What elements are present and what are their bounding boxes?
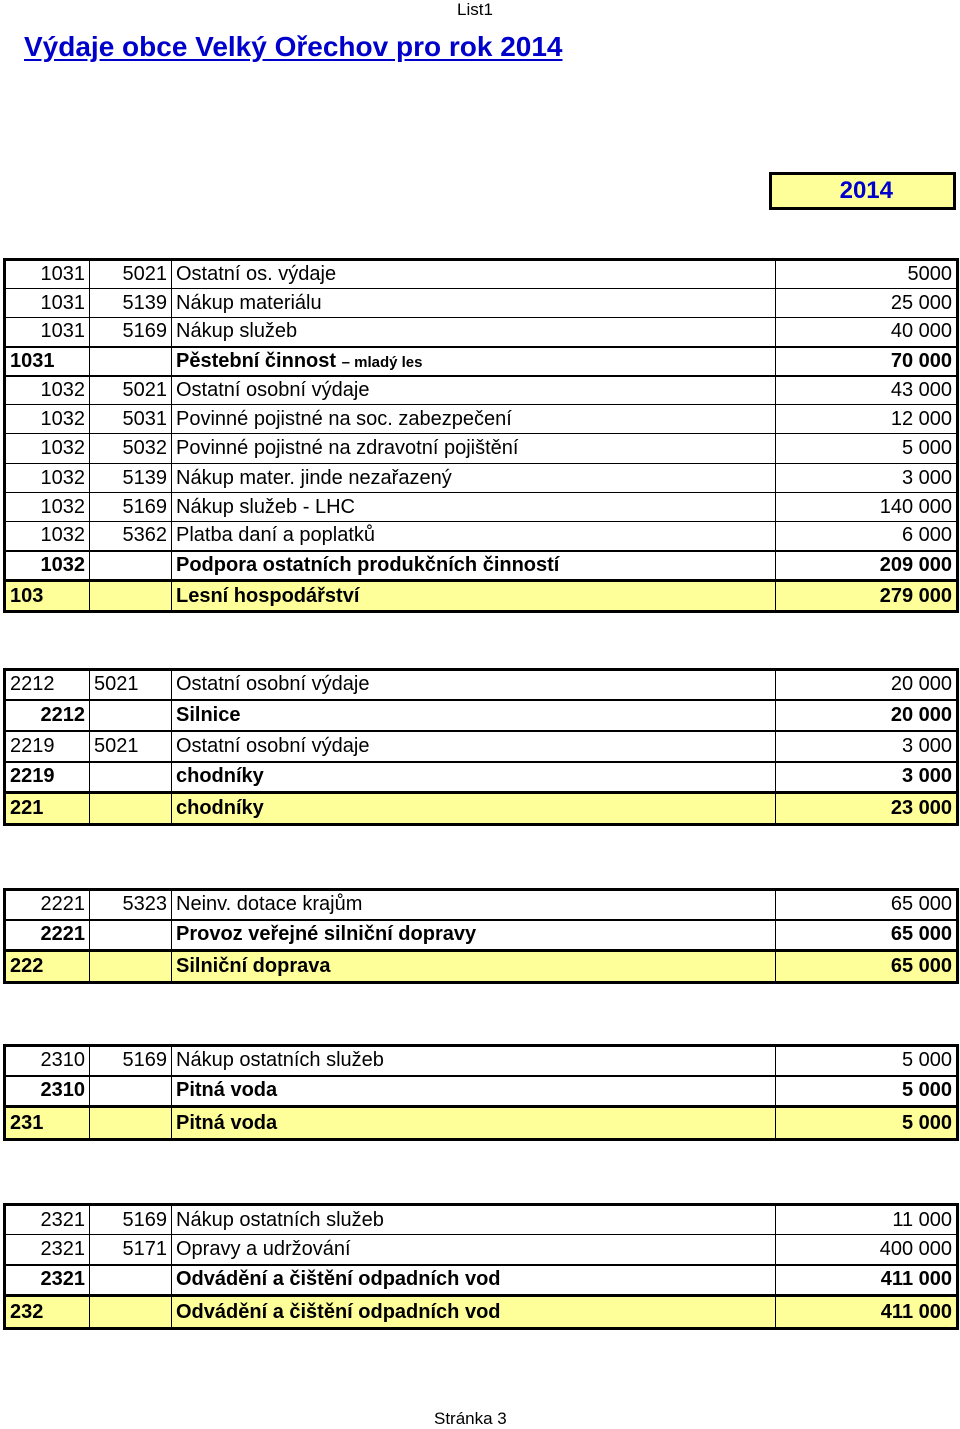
description-cell: Nákup služeb: [172, 318, 776, 347]
description-text: Pěstební činnost: [176, 349, 337, 372]
description-cell: Silnice: [172, 700, 776, 731]
table-row: [5, 1235, 958, 1265]
description-cell: Ostatní osobní výdaje: [172, 376, 776, 405]
table-row: [5, 464, 958, 493]
paragraph-code-cell: 2219: [5, 762, 90, 793]
expense-table: [3, 888, 959, 984]
paragraph-code-cell: 1032: [5, 522, 90, 551]
subtotal-row: [5, 551, 958, 581]
item-code-cell: [90, 700, 172, 731]
item-code-cell: 5032: [90, 434, 172, 464]
paragraph-code-cell: 1031: [5, 260, 90, 289]
item-code-cell: 5021: [90, 376, 172, 405]
table-row: [5, 731, 958, 762]
table-row: [5, 522, 958, 551]
subtotal-row: [5, 1265, 958, 1296]
paragraph-code-cell: 1032: [5, 376, 90, 405]
table-row: [5, 1205, 958, 1235]
item-code-cell: 5139: [90, 289, 172, 318]
section-silnicni-doprava: [3, 888, 956, 984]
total-row: [5, 1296, 958, 1329]
table-row: [5, 493, 958, 522]
item-code-cell: 5139: [90, 464, 172, 493]
description-cell: Pitná voda: [172, 1076, 776, 1107]
page-number: Stránka 3: [434, 1409, 507, 1428]
amount-cell: 43 000: [776, 376, 958, 405]
description-cell: Ostatní os. výdaje: [172, 260, 776, 289]
description-cell: Odvádění a čištění odpadních vod: [172, 1296, 776, 1329]
description-cell: chodníky: [172, 793, 776, 825]
description-cell: Neinv. dotace krajům: [172, 890, 776, 920]
item-code-cell: 5169: [90, 1205, 172, 1235]
amount-cell: 70 000: [776, 347, 958, 376]
description-cell: Nákup materiálu: [172, 289, 776, 318]
description-cell: Povinné pojistné na zdravotní pojištění: [172, 434, 776, 464]
section-lesni-hospodarstvi: [3, 258, 956, 613]
description-cell: Nákup služeb - LHC: [172, 493, 776, 522]
description-cell: Nákup mater. jinde nezařazený: [172, 464, 776, 493]
item-code-cell: [90, 1076, 172, 1107]
item-code-cell: [90, 1107, 172, 1140]
table-row: [5, 890, 958, 920]
item-code-cell: 5171: [90, 1235, 172, 1265]
amount-cell: 5000: [776, 260, 958, 289]
total-row: [5, 581, 958, 612]
description-cell: Podpora ostatních produkčních činností: [172, 551, 776, 581]
paragraph-code-cell: 1032: [5, 464, 90, 493]
amount-cell: 3 000: [776, 762, 958, 793]
paragraph-code-cell: 2321: [5, 1205, 90, 1235]
amount-cell: 3 000: [776, 464, 958, 493]
table-row: [5, 289, 958, 318]
paragraph-code-cell: 2221: [5, 890, 90, 920]
description-cell: [172, 347, 776, 376]
amount-cell: 209 000: [776, 551, 958, 581]
expense-table: [3, 1203, 959, 1330]
amount-cell: 411 000: [776, 1296, 958, 1329]
description-cell: Povinné pojistné na soc. zabezpečení: [172, 405, 776, 434]
item-code-cell: [90, 762, 172, 793]
table-row: [5, 376, 958, 405]
section-pitna-voda: [3, 1044, 956, 1141]
table-row: [5, 1046, 958, 1076]
section-odpadni-vody: [3, 1203, 956, 1330]
description-cell: Lesní hospodářství: [172, 581, 776, 612]
expense-table: [3, 1044, 959, 1141]
item-code-cell: [90, 793, 172, 825]
description-cell: chodníky: [172, 762, 776, 793]
paragraph-code-cell: 2212: [5, 700, 90, 731]
amount-cell: 5 000: [776, 1076, 958, 1107]
item-code-cell: 5021: [90, 731, 172, 762]
paragraph-code-cell: 2321: [5, 1235, 90, 1265]
paragraph-code-cell: 2310: [5, 1076, 90, 1107]
paragraph-code-cell: 1032: [5, 551, 90, 581]
paragraph-code-cell: 2221: [5, 920, 90, 951]
paragraph-code-cell: 1032: [5, 405, 90, 434]
table-row: [5, 670, 958, 700]
year-header-cell: 2014: [769, 172, 956, 210]
subtotal-row: [5, 347, 958, 376]
paragraph-code-cell: 1031: [5, 347, 90, 376]
amount-cell: 400 000: [776, 1235, 958, 1265]
description-cell: Platba daní a poplatků: [172, 522, 776, 551]
amount-cell: 6 000: [776, 522, 958, 551]
subtotal-row: [5, 920, 958, 951]
paragraph-code-cell: 2219: [5, 731, 90, 762]
item-code-cell: [90, 551, 172, 581]
paragraph-code-cell: 2321: [5, 1265, 90, 1296]
amount-cell: 23 000: [776, 793, 958, 825]
total-row: [5, 1107, 958, 1140]
paragraph-code-cell: 1032: [5, 434, 90, 464]
paragraph-code-cell: 232: [5, 1296, 90, 1329]
description-note: – mladý les: [341, 353, 423, 371]
paragraph-code-cell: 103: [5, 581, 90, 612]
description-cell: Silniční doprava: [172, 951, 776, 983]
item-code-cell: 5031: [90, 405, 172, 434]
total-row: [5, 951, 958, 983]
table-row: [5, 260, 958, 289]
expense-table: [3, 258, 959, 613]
paragraph-code-cell: 222: [5, 951, 90, 983]
amount-cell: 3 000: [776, 731, 958, 762]
amount-cell: 65 000: [776, 951, 958, 983]
amount-cell: 20 000: [776, 700, 958, 731]
paragraph-code-cell: 2310: [5, 1046, 90, 1076]
amount-cell: 11 000: [776, 1205, 958, 1235]
amount-cell: 140 000: [776, 493, 958, 522]
item-code-cell: 5323: [90, 890, 172, 920]
description-cell: Nákup ostatních služeb: [172, 1046, 776, 1076]
item-code-cell: 5362: [90, 522, 172, 551]
item-code-cell: [90, 1296, 172, 1329]
paragraph-code-cell: 1032: [5, 493, 90, 522]
description-cell: Pitná voda: [172, 1107, 776, 1140]
item-code-cell: [90, 920, 172, 951]
amount-cell: 5 000: [776, 1107, 958, 1140]
paragraph-code-cell: 2212: [5, 670, 90, 700]
item-code-cell: 5021: [90, 260, 172, 289]
item-code-cell: 5169: [90, 318, 172, 347]
amount-cell: 20 000: [776, 670, 958, 700]
paragraph-code-cell: 1031: [5, 318, 90, 347]
total-row: [5, 793, 958, 825]
section-silnice: [3, 668, 956, 826]
page-title: Výdaje obce Velký Ořechov pro rok 2014: [24, 31, 563, 62]
description-cell: Opravy a udržování: [172, 1235, 776, 1265]
item-code-cell: [90, 951, 172, 983]
description-cell: Odvádění a čištění odpadních vod: [172, 1265, 776, 1296]
paragraph-code-cell: 231: [5, 1107, 90, 1140]
table-row: [5, 318, 958, 347]
amount-cell: 40 000: [776, 318, 958, 347]
amount-cell: 65 000: [776, 890, 958, 920]
paragraph-code-cell: 1031: [5, 289, 90, 318]
description-cell: Provoz veřejné silniční dopravy: [172, 920, 776, 951]
item-code-cell: [90, 1265, 172, 1296]
amount-cell: 12 000: [776, 405, 958, 434]
sheet-name-label: List1: [457, 0, 493, 19]
subtotal-row: [5, 1076, 958, 1107]
subtotal-row: [5, 762, 958, 793]
amount-cell: 411 000: [776, 1265, 958, 1296]
paragraph-code-cell: 221: [5, 793, 90, 825]
description-cell: Nákup ostatních služeb: [172, 1205, 776, 1235]
table-row: [5, 434, 958, 464]
description-cell: Ostatní osobní výdaje: [172, 670, 776, 700]
amount-cell: 5 000: [776, 434, 958, 464]
item-code-cell: 5169: [90, 1046, 172, 1076]
item-code-cell: 5021: [90, 670, 172, 700]
table-row: [5, 405, 958, 434]
amount-cell: 25 000: [776, 289, 958, 318]
item-code-cell: 5169: [90, 493, 172, 522]
expense-table: [3, 668, 959, 826]
amount-cell: 5 000: [776, 1046, 958, 1076]
description-cell: Ostatní osobní výdaje: [172, 731, 776, 762]
item-code-cell: [90, 581, 172, 612]
item-code-cell: [90, 347, 172, 376]
subtotal-row: [5, 700, 958, 731]
amount-cell: 279 000: [776, 581, 958, 612]
amount-cell: 65 000: [776, 920, 958, 951]
